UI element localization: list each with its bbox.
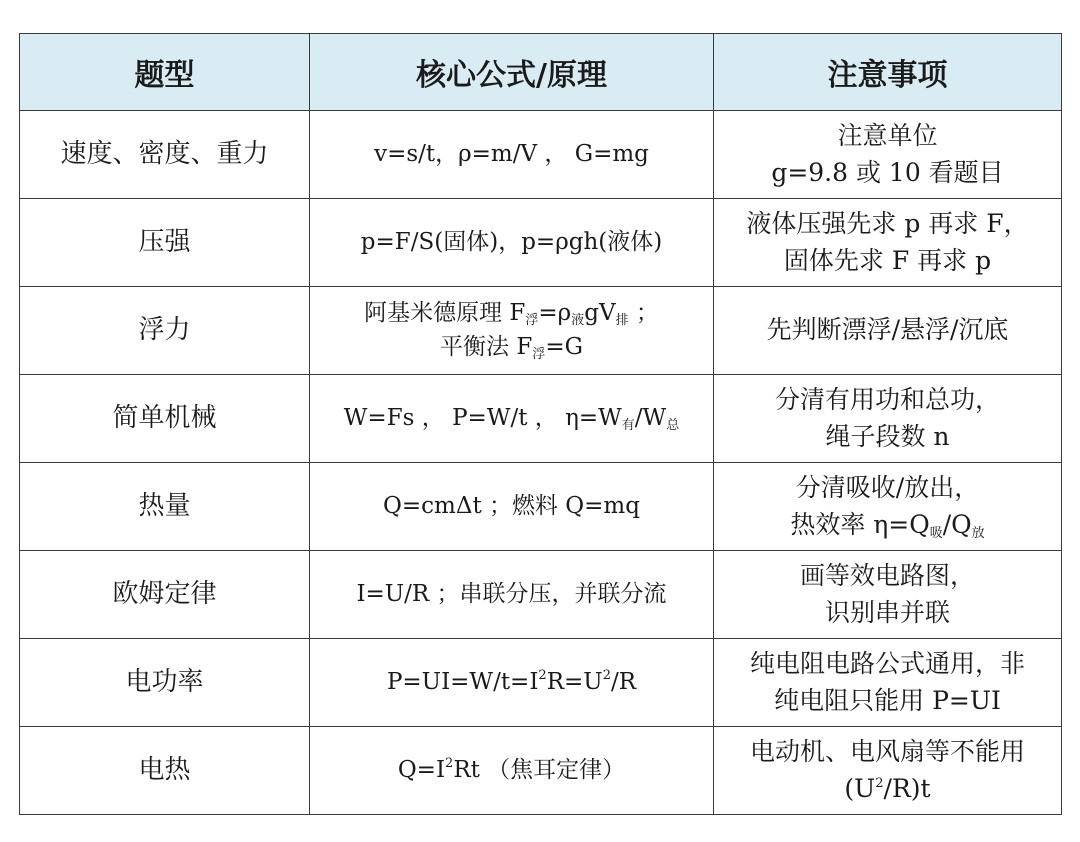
note-line: 分清有用功和总功，	[774, 385, 1000, 415]
note-line: 纯电阻只能用 P=UI	[774, 685, 1001, 715]
table-row	[20, 287, 1062, 375]
type-cell: 浮力	[20, 287, 310, 375]
type-cell: 欧姆定律	[20, 551, 310, 639]
note-cell	[714, 463, 1062, 551]
note-cell	[714, 639, 1062, 727]
formula-segment: 阿基米德原理 F	[364, 300, 526, 327]
formula-subscript: 排	[615, 313, 629, 329]
formula-cell	[310, 375, 714, 463]
formula-subscript: 液	[571, 313, 585, 329]
table-row	[20, 463, 1062, 551]
formula-line	[316, 402, 707, 435]
formula-superscript: 2	[538, 667, 547, 683]
note-cell	[714, 727, 1062, 815]
note-cell	[714, 375, 1062, 463]
type-cell: 简单机械	[20, 375, 310, 463]
formula-segment: ；	[628, 300, 659, 327]
table-row	[20, 199, 1062, 287]
note-line: 固体先求 F 再求 p	[783, 245, 992, 275]
note-line: 注意单位	[837, 121, 938, 151]
formula-line	[316, 297, 707, 330]
formula-segment: /R	[610, 668, 637, 695]
table-row	[20, 111, 1062, 199]
note-line: 纯电阻电路公式通用，非	[749, 649, 1025, 679]
formula-cell	[310, 551, 714, 639]
header-formula: 核心公式/原理	[310, 34, 714, 111]
formula-segment: =G	[545, 333, 583, 360]
note-cell	[714, 111, 1062, 199]
formula-segment: Rt （焦耳定律）	[453, 756, 626, 783]
formula-segment: 平衡法 F	[440, 333, 533, 360]
note-line: 识别串并联	[824, 597, 950, 627]
formula-line	[316, 331, 707, 364]
note-line: 分清吸收/放出，	[795, 473, 980, 503]
note-line: 液体压强先求 p 再求 F，	[746, 209, 1029, 239]
formula-segment: W=Fs ， P=W/t ， η=W	[343, 404, 622, 431]
formula-cell	[310, 111, 714, 199]
formula-cell	[310, 463, 714, 551]
formula-cell	[310, 727, 714, 815]
note-cell	[714, 199, 1062, 287]
table-row	[20, 375, 1062, 463]
type-cell: 速度、密度、重力	[20, 111, 310, 199]
note-line	[720, 771, 1055, 807]
formula-segment: Q=I	[397, 756, 446, 783]
table-row	[20, 727, 1062, 815]
note-segment: /Q	[942, 509, 972, 539]
formula-text: I=U/R ；串联分压，并联分流	[356, 580, 667, 607]
table-row	[20, 639, 1062, 727]
note-line	[720, 507, 1055, 543]
note-subscript: 放	[971, 525, 985, 541]
header-row	[20, 34, 1062, 111]
header-notes: 注意事项	[714, 34, 1062, 111]
formula-segment: R=U	[546, 668, 603, 695]
formula-line	[316, 666, 707, 699]
formula-table-container	[19, 33, 1061, 815]
formula-cell	[310, 639, 714, 727]
type-cell: 压强	[20, 199, 310, 287]
formula-segment: P=UI=W/t=I	[386, 668, 539, 695]
formula-subscript: 总	[666, 417, 680, 433]
formula-text: v=s/t，ρ=m/V ， G=mg	[374, 140, 649, 167]
note-line: 电动机、电风扇等不能用	[749, 737, 1025, 767]
formula-text: p=F/S(固体)，p=ρgh(液体)	[360, 228, 663, 255]
formula-segment: gV	[584, 300, 616, 327]
formula-superscript: 2	[602, 667, 611, 683]
note-line: g=9.8 或 10 看题目	[771, 157, 1004, 187]
type-cell: 电功率	[20, 639, 310, 727]
note-segment: /R)t	[883, 773, 931, 803]
type-cell: 电热	[20, 727, 310, 815]
formula-cell	[310, 199, 714, 287]
note-segment: (U	[844, 773, 876, 803]
type-cell: 热量	[20, 463, 310, 551]
note-subscript: 吸	[929, 525, 943, 541]
note-segment: 热效率 η=Q	[790, 509, 930, 539]
note-cell	[714, 287, 1062, 375]
formula-line	[316, 754, 707, 787]
table-row	[20, 551, 1062, 639]
formula-cell	[310, 287, 714, 375]
note-cell	[714, 551, 1062, 639]
formula-segment: =ρ	[538, 300, 572, 327]
formula-subscript: 浮	[532, 346, 546, 362]
formula-subscript: 浮	[525, 313, 539, 329]
formula-text: Q=cmΔt ；燃料 Q=mq	[383, 492, 640, 519]
note-line: 先判断漂浮/悬浮/沉底	[766, 315, 1009, 345]
formula-subscript: 有	[621, 417, 635, 433]
note-line: 绳子段数 n	[825, 421, 950, 451]
formula-segment: /W	[634, 404, 667, 431]
note-superscript: 2	[875, 775, 884, 791]
physics-formula-table	[19, 33, 1062, 815]
note-line: 画等效电路图，	[799, 561, 975, 591]
header-type: 题型	[20, 34, 310, 111]
formula-superscript: 2	[445, 755, 454, 771]
